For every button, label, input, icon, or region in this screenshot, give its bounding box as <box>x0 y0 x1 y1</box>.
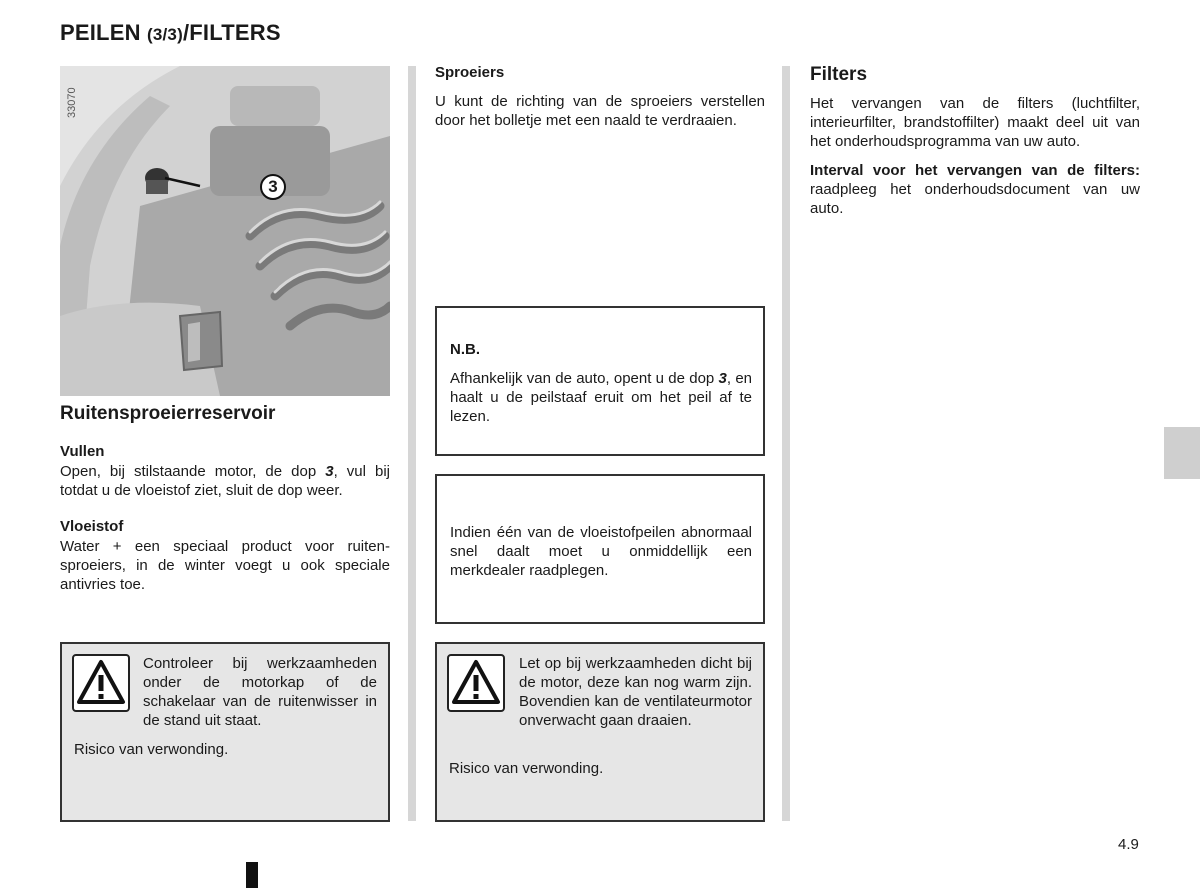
subheading-fluid: Vloeistof <box>60 518 124 535</box>
subheading-fill: Vullen <box>60 443 105 460</box>
warning-box-engine <box>435 642 765 822</box>
crop-mark <box>246 862 258 888</box>
fill-text: Open, bij stilstaande motor, de dop 3, vul bij totdat u de vloeistof ziet, sluit de dop weer. <box>60 463 390 499</box>
engine-bay-illustration <box>60 66 390 396</box>
fluid-level-note-box <box>435 474 765 624</box>
column-divider-left <box>408 66 416 821</box>
filters-interval-text: Interval voor het vervangen van de filters: raadpleeg het onderhoudsdocument van uw auto. <box>810 162 1140 217</box>
fluid-text: Water + een speciaal product voor ruiten-sproeiers, in de winter voegt u ook speciale antivries toe. <box>60 538 390 593</box>
callout-3: 3 <box>260 174 286 200</box>
nb-box <box>435 306 765 456</box>
chapter-tab <box>1164 427 1200 479</box>
fluid-level-note-text: Indien één van de vloeistofpeilen abnormaal snel daalt moet u onmiddellijk een merkdealer raadplegen. <box>450 524 752 579</box>
warning-risk-middle: Risico van verwonding. <box>449 760 604 777</box>
warning-risk-left: Risico van verwonding. <box>74 741 229 758</box>
warning-box-wiper <box>60 642 390 822</box>
nb-text: Afhankelijk van de auto, opent u de dop 3, en haalt u de peilstaaf eruit om het peil af te lezen. <box>450 370 752 425</box>
engine-illustration-svg <box>60 66 390 396</box>
page-title: PEILEN (3/3)/FILTERS <box>60 20 281 45</box>
warning-text-wiper: Controleer bij werkzaamheden onder de motorkap of de schakelaar van de ruitenwisser in de stand uit staat. <box>143 655 377 729</box>
column-divider-right <box>782 66 790 821</box>
section-heading-washer: Ruitensproeierreservoir <box>60 403 276 424</box>
section-heading-filters: Filters <box>810 64 868 85</box>
figure-ref-code: 33070 <box>66 87 78 118</box>
nb-title: N.B. <box>450 341 480 358</box>
warning-text-engine: Let op bij werkzaamheden dicht bij de motor, deze kan nog warm zijn. Bovendien kan de ventilateurmotor onverwacht gaan draaien. <box>519 655 752 729</box>
filters-text: Het vervangen van de filters (luchtfilter, interieurfilter, brandstoffilter) maakt deel uit van het onderhoudsprogramma van uw auto. <box>810 95 1140 150</box>
sprayers-text: U kunt de richting van de sproeiers verstellen door het bolletje met een naald te verdraaien. <box>435 93 765 129</box>
warning-triangle-icon <box>72 654 130 712</box>
subheading-sprayers: Sproeiers <box>435 64 505 81</box>
page-number: 4.9 <box>1118 836 1139 853</box>
